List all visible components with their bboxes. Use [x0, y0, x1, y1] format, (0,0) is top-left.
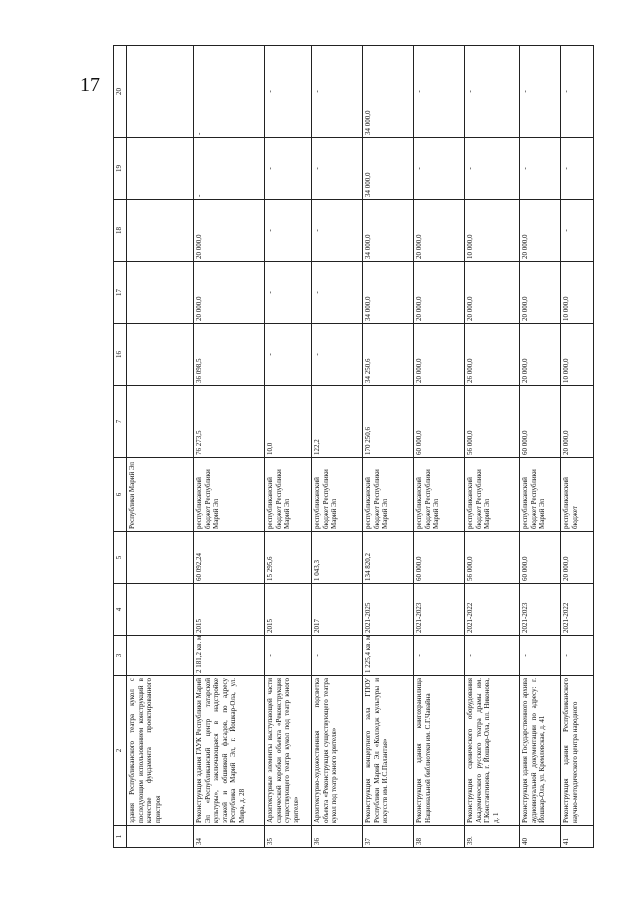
- year-cell: -: [561, 200, 594, 262]
- capacity-cell: 1 225,4 кв. м: [363, 636, 414, 676]
- estimated-cost-cell: 60 000,0: [414, 532, 465, 584]
- row-number-cell: [127, 826, 194, 848]
- period-cell: 2015: [265, 584, 312, 636]
- year-cell: -: [194, 138, 265, 200]
- table-header-row: [114, 46, 127, 848]
- column-header: 19: [114, 138, 127, 200]
- row-number-cell: 37: [363, 826, 414, 848]
- funding-source-cell: Республики Марий Эл: [127, 458, 194, 532]
- year-cell: 10 000,0: [561, 262, 594, 324]
- year-cell: -: [561, 46, 594, 138]
- column-header: 3: [114, 636, 127, 676]
- year-cell: -: [265, 324, 312, 386]
- page-number: 17: [80, 74, 100, 96]
- rotated-table-wrapper: [113, 48, 613, 848]
- row-number-cell: 39.: [465, 826, 520, 848]
- column-header: 6: [114, 458, 127, 532]
- year-cell: 10 000,0: [465, 200, 520, 262]
- funding-source-cell: республиканский бюджет Республики Марий Эл: [414, 458, 465, 532]
- year-cell: -: [194, 46, 265, 138]
- year-cell: -: [265, 262, 312, 324]
- table-row: [312, 46, 363, 848]
- total-cell: 122,2: [312, 386, 363, 458]
- period-cell: 2015: [194, 584, 265, 636]
- table-row: [127, 46, 194, 848]
- estimated-cost-cell: 134 820,2: [363, 532, 414, 584]
- object-name-cell: Реконструкция здания книгохранилища Национальной библиотеки им. С.Г.Чавайна: [414, 676, 465, 826]
- year-cell: 34 250,6: [363, 324, 414, 386]
- year-cell: 10 000,0: [561, 324, 594, 386]
- row-number-cell: 35: [265, 826, 312, 848]
- capacity-cell: -: [465, 636, 520, 676]
- funding-source-cell: республиканский бюджет Республики Марий Эл: [265, 458, 312, 532]
- row-number-cell: 38: [414, 826, 465, 848]
- column-header: 5: [114, 532, 127, 584]
- period-cell: [127, 584, 194, 636]
- total-cell: 60 000,0: [520, 386, 561, 458]
- year-cell: [127, 138, 194, 200]
- object-name-cell: Реконструкция здания Республиканского научно-методического центра народного: [561, 676, 594, 826]
- estimated-cost-cell: 60 000,0: [520, 532, 561, 584]
- year-cell: -: [465, 46, 520, 138]
- year-cell: 20 000,0: [520, 262, 561, 324]
- year-cell: 26 000,0: [465, 324, 520, 386]
- period-cell: 2021-2023: [414, 584, 465, 636]
- row-number-cell: 36: [312, 826, 363, 848]
- year-cell: -: [265, 46, 312, 138]
- column-header: 1: [114, 826, 127, 848]
- year-cell: -: [465, 138, 520, 200]
- year-cell: -: [312, 46, 363, 138]
- funding-source-cell: республиканский бюджет Республики Марий Эл: [363, 458, 414, 532]
- year-cell: -: [312, 200, 363, 262]
- column-header: 17: [114, 262, 127, 324]
- year-cell: -: [312, 324, 363, 386]
- year-cell: 34 000,0: [363, 138, 414, 200]
- table-row: [561, 46, 594, 848]
- year-cell: -: [312, 262, 363, 324]
- estimated-cost-cell: 56 000,0: [465, 532, 520, 584]
- period-cell: 2021-2022: [465, 584, 520, 636]
- column-header: 16: [114, 324, 127, 386]
- column-header: 7: [114, 386, 127, 458]
- row-number-cell: 41: [561, 826, 594, 848]
- object-name-cell: Архитектурные элементы выступающей части сценической коробки объекта «Реконструкция существующего театра кукол под театр юного зрителя»: [265, 676, 312, 826]
- year-cell: 20 000,0: [194, 262, 265, 324]
- capacity-cell: -: [520, 636, 561, 676]
- year-cell: -: [312, 138, 363, 200]
- funding-source-cell: республиканский бюджет Республики Марий Эл: [194, 458, 265, 532]
- funding-source-cell: республиканский бюджет Республики Марий Эл: [312, 458, 363, 532]
- year-cell: 20 000,0: [520, 200, 561, 262]
- year-cell: 36 098,5: [194, 324, 265, 386]
- year-cell: 20 000,0: [520, 324, 561, 386]
- total-cell: 20 000,0: [561, 386, 594, 458]
- period-cell: 2021-2022: [561, 584, 594, 636]
- column-header: 18: [114, 200, 127, 262]
- object-name-cell: Архитектурно-художественная подсветка объекта «Реконструкция существующего театра кукол под театр юного зрителя»: [312, 676, 363, 826]
- period-cell: 2021-2025: [363, 584, 414, 636]
- row-number-cell: 34: [194, 826, 265, 848]
- estimated-cost-cell: [127, 532, 194, 584]
- year-cell: -: [265, 138, 312, 200]
- year-cell: 34 000,0: [363, 262, 414, 324]
- estimated-cost-cell: 60 092,24: [194, 532, 265, 584]
- year-cell: 20 000,0: [194, 200, 265, 262]
- table-row: [414, 46, 465, 848]
- capacity-cell: -: [312, 636, 363, 676]
- year-cell: 34 000,0: [363, 46, 414, 138]
- object-name-cell: здания Республиканского театра кукол с последующим использованием конструкций в качестве фундамента проектированного пристроя: [127, 676, 194, 826]
- row-number-cell: 40: [520, 826, 561, 848]
- estimated-cost-cell: 20 000,0: [561, 532, 594, 584]
- total-cell: 170 250,6: [363, 386, 414, 458]
- year-cell: -: [265, 200, 312, 262]
- capacity-cell: -: [414, 636, 465, 676]
- year-cell: [127, 200, 194, 262]
- year-cell: -: [414, 138, 465, 200]
- year-cell: 34 000,0: [363, 200, 414, 262]
- year-cell: 20 000,0: [414, 324, 465, 386]
- object-name-cell: Реконструкция концертного зала ГПОУ Республики Марий Эл «Колледж культуры и искусств им. И.С.Палантая»: [363, 676, 414, 826]
- total-cell: 60 000,0: [414, 386, 465, 458]
- estimated-cost-cell: 15 295,6: [265, 532, 312, 584]
- year-cell: -: [520, 138, 561, 200]
- year-cell: 20 000,0: [465, 262, 520, 324]
- table-row: [465, 46, 520, 848]
- table-row: [194, 46, 265, 848]
- table-row: [520, 46, 561, 848]
- year-cell: [127, 324, 194, 386]
- column-header: 4: [114, 584, 127, 636]
- year-cell: 20 000,0: [414, 200, 465, 262]
- table-row: [363, 46, 414, 848]
- total-cell: 76 273,5: [194, 386, 265, 458]
- funding-source-cell: республиканский бюджет Республики Марий Эл: [520, 458, 561, 532]
- period-cell: 2017: [312, 584, 363, 636]
- period-cell: 2021-2023: [520, 584, 561, 636]
- funding-source-cell: республиканский бюджет Республики Марий Эл: [465, 458, 520, 532]
- year-cell: -: [561, 138, 594, 200]
- year-cell: -: [414, 46, 465, 138]
- estimated-cost-cell: 1 043,3: [312, 532, 363, 584]
- capacity-cell: 2 181,2 кв. м: [194, 636, 265, 676]
- object-name-cell: Реконструкция здания ГАУК Республики Марий Эл «Республиканский центр татарской культуры», заключающаяся в надстройке этажей и обшивкой фасадов, по адресу Республика Марий Эл, г. Йошкар-Ола, ул. Мира, д. 28: [194, 676, 265, 826]
- object-name-cell: Реконструкция здания Государственного архива аудиовизуальной документации по адресу: г. Йошкар-Ола, ул. Кремлевская, д. 41: [520, 676, 561, 826]
- total-cell: 56 000,0: [465, 386, 520, 458]
- column-header: 2: [114, 676, 127, 826]
- object-name-cell: Реконструкция сценического оборудования Академического русского театра драмы им. Г.Константинова, г. Йошкар-Ола, пл. Никонова, д. 1: [465, 676, 520, 826]
- year-cell: 20 000,0: [414, 262, 465, 324]
- funding-source-cell: республиканский бюджет: [561, 458, 594, 532]
- column-header: 20: [114, 46, 127, 138]
- table-row: [265, 46, 312, 848]
- year-cell: [127, 46, 194, 138]
- capacity-cell: -: [561, 636, 594, 676]
- year-cell: [127, 262, 194, 324]
- construction-projects-table: [113, 45, 594, 848]
- capacity-cell: -: [265, 636, 312, 676]
- total-cell: 10,0: [265, 386, 312, 458]
- year-cell: -: [520, 46, 561, 138]
- capacity-cell: [127, 636, 194, 676]
- total-cell: [127, 386, 194, 458]
